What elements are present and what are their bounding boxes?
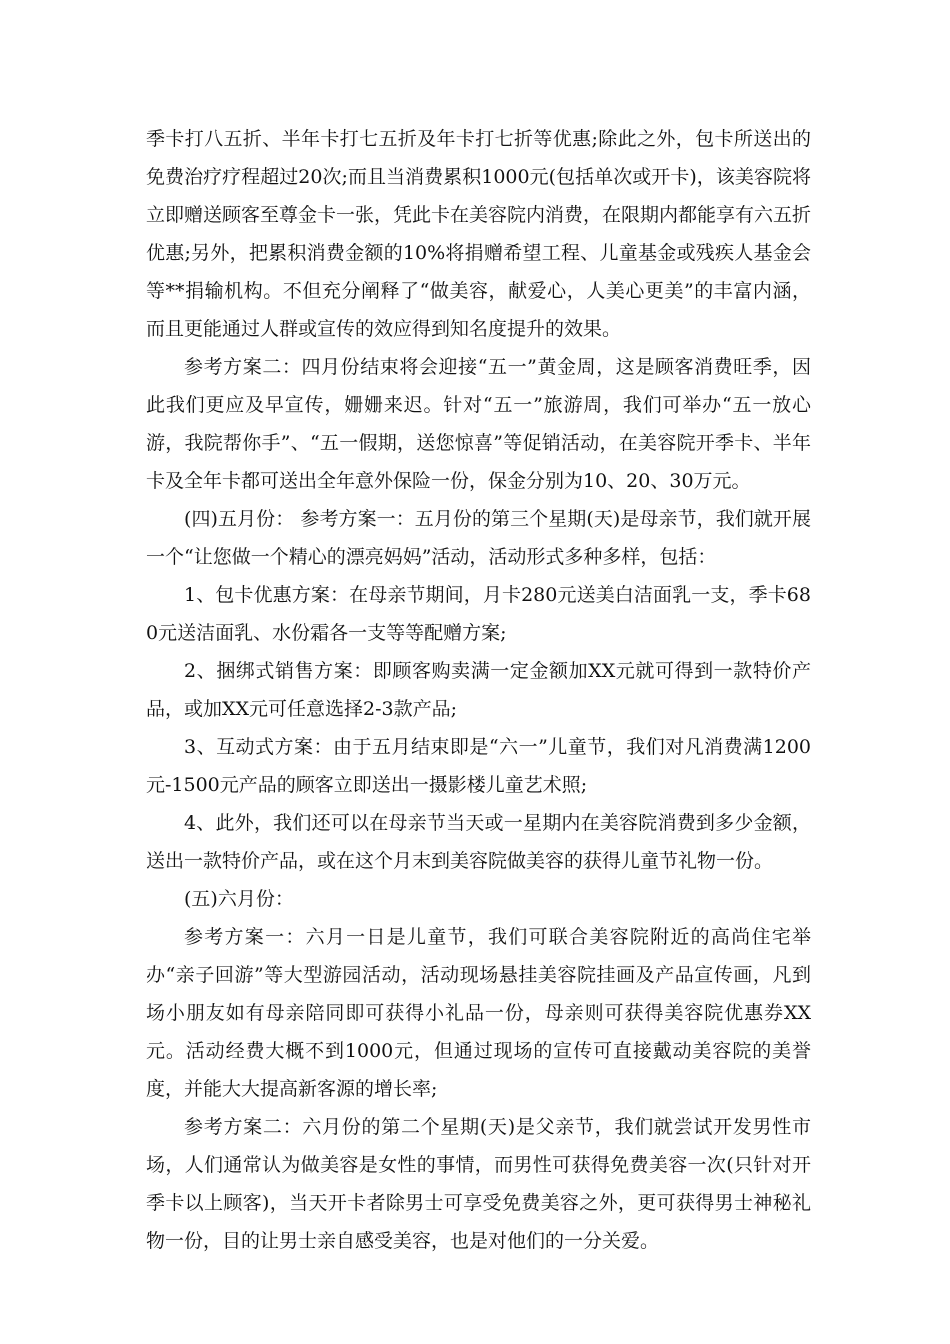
paragraph-june-heading: (五)六月份： <box>184 888 294 910</box>
document-body <box>146 120 811 1260</box>
paragraph-continuation: 季卡打八五折、半年卡打七五折及年卡打七折等优惠;除此之外，包卡所送出的免费治疗疗程超过20次;而且当消费累积1000元(包括单次或开卡)，该美容院将立即赠送顾客至尊金卡一张，凭此卡在美容院内消费，在限期内都能享有六五折优惠;另外，把累积消费金额的10%将捐赠希望工程、儿童基金或残疾人基金会等**捐输机构。不但充分阐释了“做美容，献爱心，人美心更美”的丰富内涵，而且更能通过人群或宣传的效应得到知名度提升的效果。 <box>146 128 812 340</box>
paragraph-may-item-3: 3、互动式方案：由于五月结束即是“六一”儿童节，我们对凡消费满1200元-1500元产品的顾客立即送出一摄影楼儿童艺术照; <box>146 736 811 796</box>
paragraph-may-item-2: 2、捆绑式销售方案：即顾客购卖满一定金额加XX元就可得到一款特价产品，或加XX元可任意选择2-3款产品; <box>146 660 811 720</box>
paragraph-april-plan-two: 参考方案二：四月份结束将会迎接“五一”黄金周，这是顾客消费旺季，因此我们更应及早宣传，姗姗来迟。针对“五一”旅游周，我们可举办“五一放心游，我院帮你手”、“五一假期，送您惊喜”等促销活动，在美容院开季卡、半年卡及全年卡都可送出全年意外保险一份，保金分别为10、20、30万元。 <box>146 356 811 492</box>
paragraph-june-plan-two: 参考方案二：六月份的第二个星期(天)是父亲节，我们就尝试开发男性市场，人们通常认为做美容是女性的事情，而男性可获得免费美容一次(只针对开季卡以上顾客)，当天开卡者除男士可享受免费美容之外，更可获得男士神秘礼物一份，目的让男士亲自感受美容，也是对他们的一分关爱。 <box>146 1116 811 1252</box>
paragraph-may-item-1: 1、包卡优惠方案：在母亲节期间，月卡280元送美白洁面乳一支，季卡680元送洁面乳、水份霜各一支等等配赠方案; <box>146 584 811 644</box>
paragraph-may-heading: (四)五月份： 参考方案一：五月份的第三个星期(天)是母亲节，我们就开展一个“让您做一个精心的漂亮妈妈”活动，活动形式多种多样，包括： <box>146 508 811 568</box>
paragraph-june-plan-one: 参考方案一：六月一日是儿童节，我们可联合美容院附近的高尚住宅举办“亲子回游”等大型游园活动，活动现场悬挂美容院挂画及产品宣传画，凡到场小朋友如有母亲陪同即可获得小礼品一份，母亲则可获得美容院优惠券XX元。活动经费大概不到1000元，但通过现场的宣传可直接戴动美容院的美誉度，并能大大提高新客源的增长率; <box>146 926 811 1100</box>
paragraph-may-item-4: 4、此外，我们还可以在母亲节当天或一星期内在美容院消费到多少金额，送出一款特价产品，或在这个月末到美容院做美容的获得儿童节礼物一份。 <box>146 812 811 872</box>
